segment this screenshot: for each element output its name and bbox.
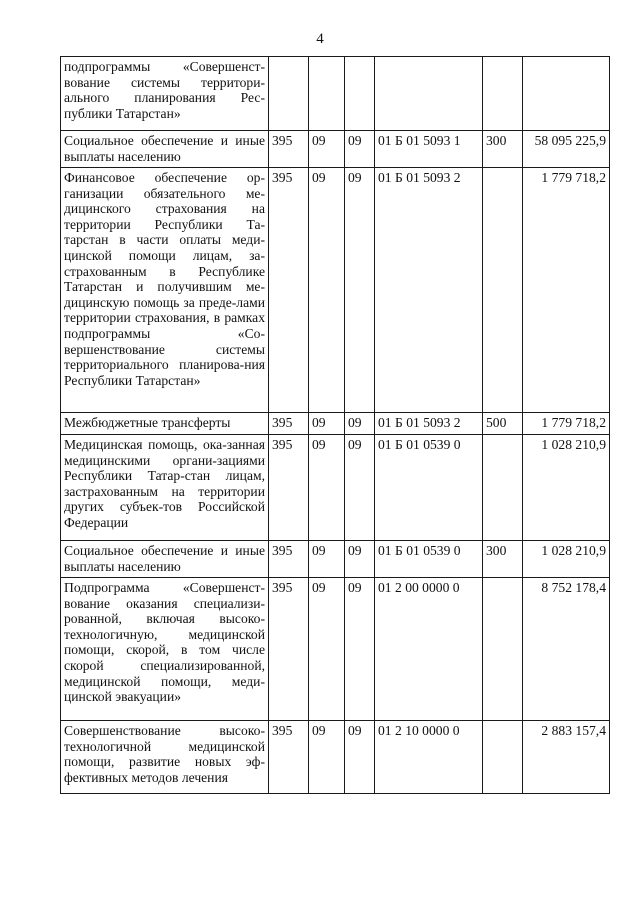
row-subsection [345,57,375,131]
row-expense-type: 300 [483,131,523,168]
row-target-code: 01 2 10 0000 0 [375,721,483,794]
table-row [61,578,610,721]
row-target-code: 01 Б 01 5093 1 [375,131,483,168]
row-target-code: 01 Б 01 0539 0 [375,541,483,578]
row-expense-type [483,435,523,541]
row-amount: 1 028 210,9 [523,435,610,541]
row-expense-type [483,168,523,413]
table-row [61,168,610,413]
row-ministry: 395 [269,435,309,541]
row-subsection: 09 [345,578,375,721]
row-target-code: 01 2 00 0000 0 [375,578,483,721]
row-section: 09 [309,578,345,721]
row-target-code: 01 Б 01 5093 2 [375,413,483,435]
row-section: 09 [309,413,345,435]
row-ministry: 395 [269,541,309,578]
row-ministry: 395 [269,413,309,435]
row-amount: 58 095 225,9 [523,131,610,168]
row-target-code: 01 Б 01 5093 2 [375,168,483,413]
table-row [61,541,610,578]
row-expense-type: 300 [483,541,523,578]
table-row [61,435,610,541]
row-name: Совершенствование высоко-технологичной медицинской помощи, развитие новых эф-фективных методов лечения [61,721,269,794]
table-row [61,57,610,131]
row-name: Медицинская помощь, ока-занная медицинскими органи-зациями Республики Татар-стан лицам, застрахованным на территории других субъек-тов Российской Федерации [61,435,269,541]
row-section [309,57,345,131]
budget-table [60,56,610,794]
row-ministry: 395 [269,578,309,721]
row-name: Социальное обеспечение и иные выплаты населению [61,131,269,168]
row-section: 09 [309,721,345,794]
table-row [61,721,610,794]
row-ministry: 395 [269,131,309,168]
row-expense-type [483,57,523,131]
row-amount: 8 752 178,4 [523,578,610,721]
row-ministry: 395 [269,721,309,794]
row-amount: 1 779 718,2 [523,168,610,413]
row-name: Финансовое обеспечение ор-ганизации обязательного ме-дицинского страхования на территории Республики Та-тарстан в части оплаты меди-цинской помощи лицам, за-страхованным в Республике Татарстан и получившим ме-дицинскую помощь за преде-лами территории страхования, в рамках подпрограммы «Со-вершенствование системы территориального планирова-ния Республики Татарстан» [61,168,269,413]
row-amount: 2 883 157,4 [523,721,610,794]
row-subsection: 09 [345,168,375,413]
row-subsection: 09 [345,131,375,168]
row-expense-type [483,721,523,794]
row-subsection: 09 [345,413,375,435]
row-subsection: 09 [345,541,375,578]
row-subsection: 09 [345,721,375,794]
row-ministry: 395 [269,168,309,413]
row-section: 09 [309,168,345,413]
table-row [61,413,610,435]
row-name: Социальное обеспечение и иные выплаты населению [61,541,269,578]
row-ministry [269,57,309,131]
page-number: 4 [316,31,324,47]
row-amount [523,57,610,131]
row-target-code [375,57,483,131]
row-section: 09 [309,131,345,168]
row-expense-type: 500 [483,413,523,435]
table-row [61,131,610,168]
row-subsection: 09 [345,435,375,541]
row-name: Подпрограмма «Совершенст-вование оказания специализи-рованной, включая высоко-технологичную, медицинской помощи, скорой, в том числе скорой специализированной, медицинской помощи, меди-цинской эвакуации» [61,578,269,721]
row-name: подпрограммы «Совершенст-вование системы территори-ального планирования Рес-публики Татарстан» [61,57,269,131]
row-amount: 1 779 718,2 [523,413,610,435]
row-section: 09 [309,541,345,578]
row-expense-type [483,578,523,721]
row-amount: 1 028 210,9 [523,541,610,578]
row-name: Межбюджетные трансферты [61,413,269,435]
row-section: 09 [309,435,345,541]
row-target-code: 01 Б 01 0539 0 [375,435,483,541]
